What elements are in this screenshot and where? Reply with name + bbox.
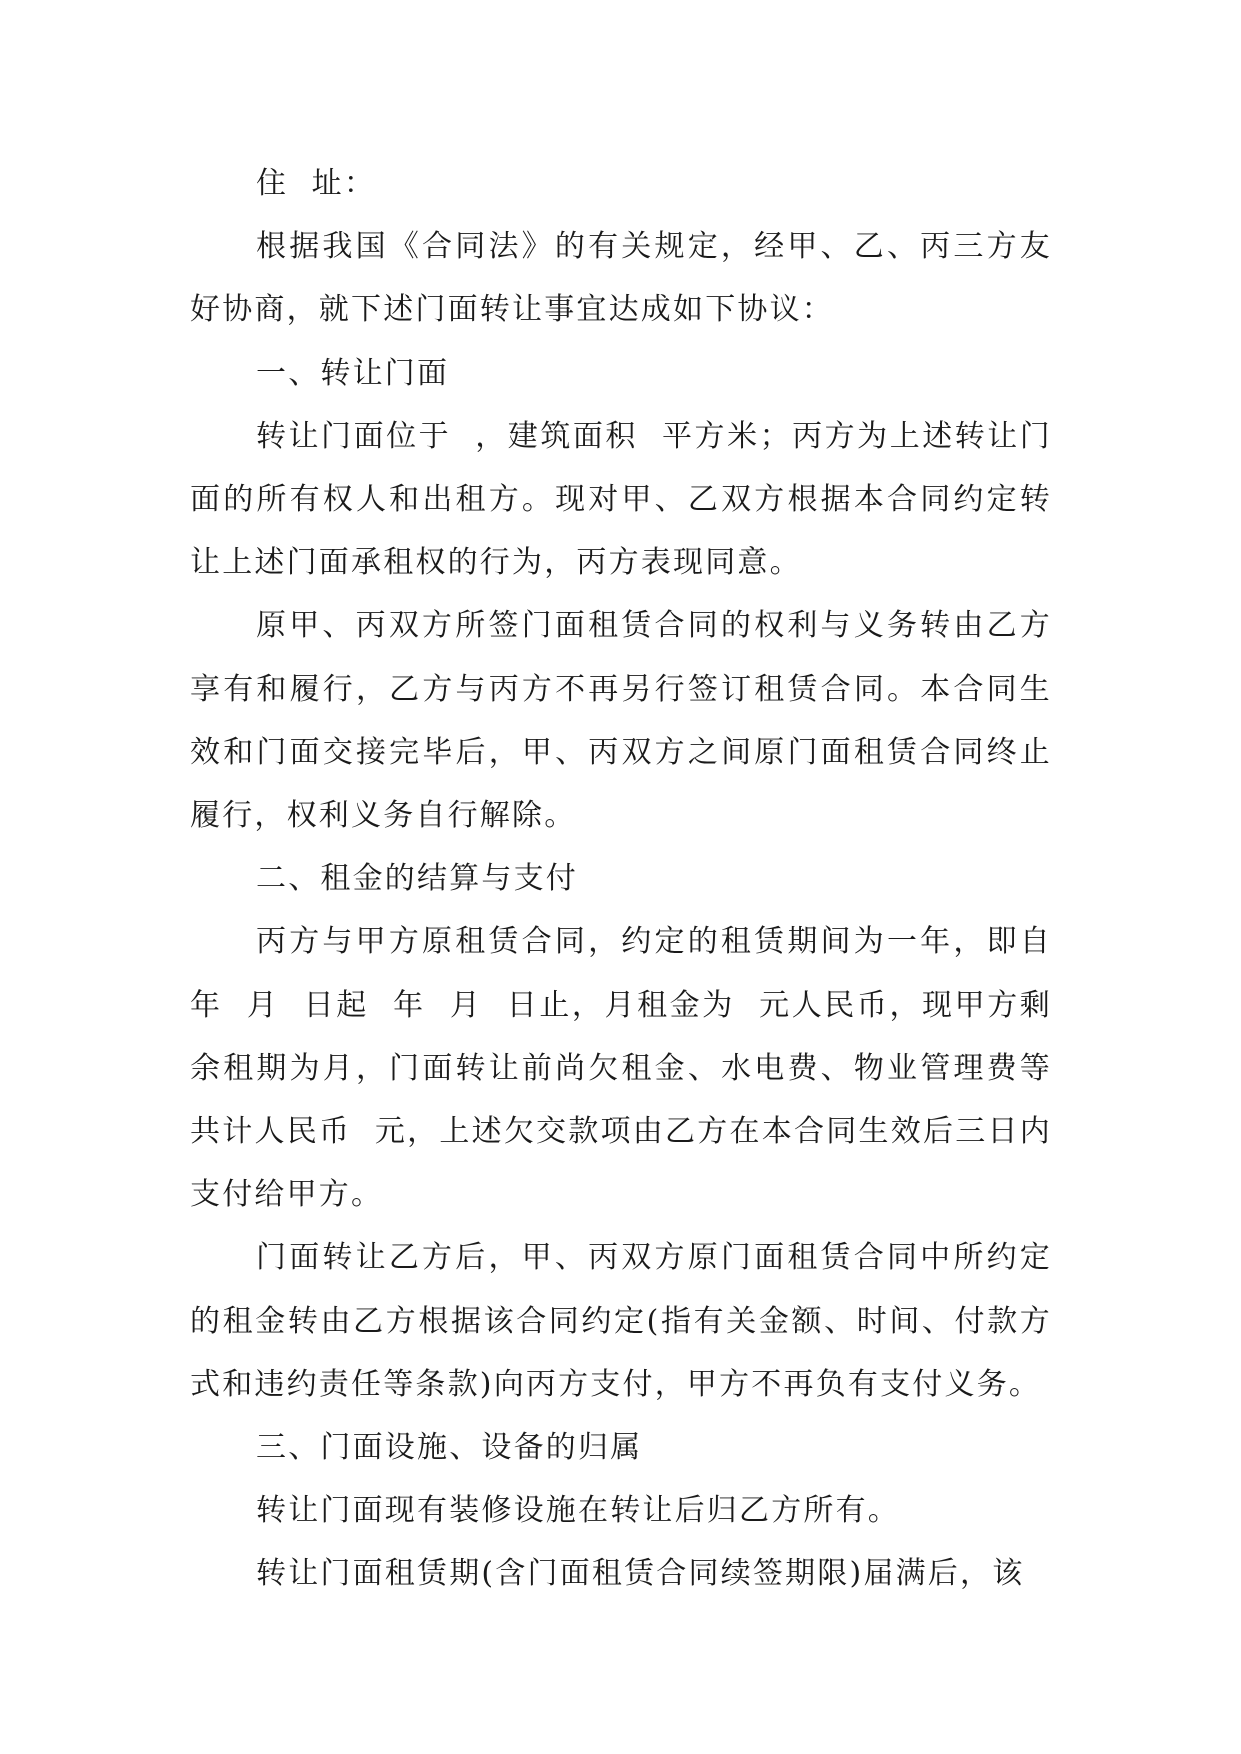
clause-paragraph: 门面转让乙方后，甲、丙双方原门面租赁合同中所约定的租金转由乙方根据该合同约定(指有关金额、时间、付款方式和违约责任等条款)向丙方支付，甲方不再负有支付义务。 [190, 1240, 1052, 1402]
clause-paragraph: 丙方与甲方原租赁合同，约定的租赁期间为一年，即自年 月 日起 年 月 日止，月租金为 元人民币，现甲方剩余租期为月，门面转让前尚欠租金、水电费、物业管理费等共计人民币 元，上述欠交款项由乙方在本合同生效后三日内支付给甲方。 [190, 924, 1052, 1213]
document-body [190, 152, 1052, 1606]
section-heading-2: 二、租金的结算与支付 [256, 861, 578, 897]
section-heading-1: 一、转让门面 [256, 355, 450, 391]
clause-paragraph: 转让门面现有装修设施在转让后归乙方所有。 [256, 1493, 900, 1529]
clause-paragraph: 原甲、丙双方所签门面租赁合同的权利与义务转由乙方享有和履行，乙方与丙方不再另行签订租赁合同。本合同生效和门面交接完毕后，甲、丙双方之间原门面租赁合同终止履行，权利义务自行解除。 [190, 608, 1052, 834]
address-line: 住 址： [256, 166, 377, 201]
section-heading-3: 三、门面设施、设备的归属 [256, 1430, 643, 1466]
clause-paragraph: 转让门面位于 ，建筑面积 平方米；丙方为上述转让门面的所有权人和出租方。现对甲、乙双方根据本合同约定转让上述门面承租权的行为，丙方表现同意。 [190, 418, 1052, 581]
preamble-paragraph: 根据我国《合同法》的有关规定，经甲、乙、丙三方友好协商，就下述门面转让事宜达成如下协议： [190, 229, 1052, 328]
clause-paragraph: 转让门面租赁期(含门面租赁合同续签期限)届满后，该 [256, 1556, 1025, 1592]
